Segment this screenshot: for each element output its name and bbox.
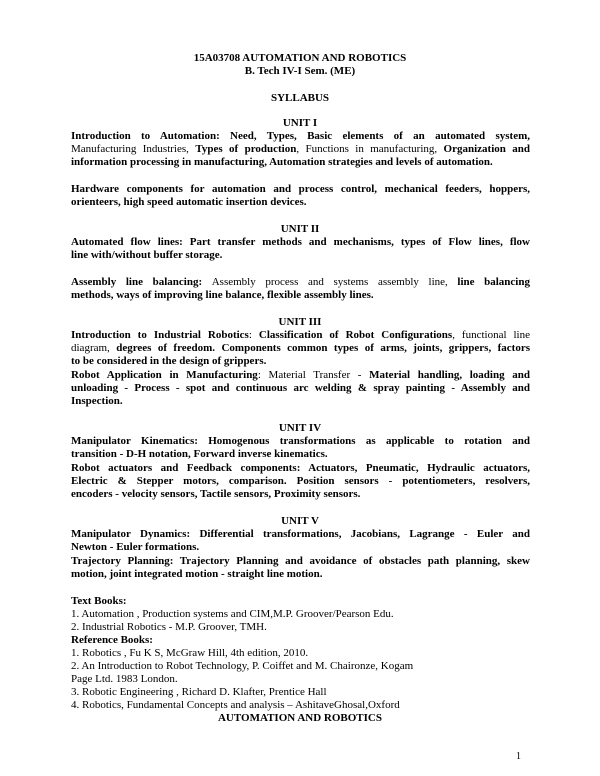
text-run: Manufacturing Industries, <box>71 143 196 155</box>
unit-2-para-1-line-2: line with/without buffer storage. <box>71 249 223 261</box>
syllabus-heading: SYLLABUS <box>270 92 330 104</box>
unit-2-para-2-line-1 <box>71 276 530 289</box>
unit-2-title: UNIT II <box>280 223 320 235</box>
reference-book-item: 3. Robotic Engineering , Richard D. Klafter, Prentice Hall <box>71 686 327 698</box>
text-run-bold: Types of production <box>195 143 297 155</box>
text-run-bold: Classification of Robot Configurations <box>258 329 453 341</box>
text-run: Assembly process and systems assembly line, <box>211 276 458 288</box>
unit-5-title: UNIT V <box>281 515 319 527</box>
unit-3-para-1-line-3: to be considered in the design of grippers. <box>71 355 267 367</box>
text-run-bold: Introduction to Industrial Robotics <box>71 329 249 341</box>
unit-3-para-1-line-1 <box>71 329 530 342</box>
text-run-bold: Robot Application in Manufacturing <box>71 369 258 381</box>
reference-book-item: 1. Robotics , Fu K S, McGraw Hill, 4th edition, 2010. <box>71 647 309 659</box>
text-run: , Functions in manufacturing, <box>296 143 444 155</box>
footer-course-title: AUTOMATION AND ROBOTICS <box>217 712 382 724</box>
text-run: : <box>248 329 259 341</box>
reference-books-heading: Reference Books: <box>71 634 153 646</box>
text-run-bold: degrees of freedom. Components common types of arms, joints, grippers, factors <box>116 342 530 354</box>
unit-4-para-2-line-1: Robot actuators and Feedback components: Actuators, Pneumatic, Hydraulic actuators, <box>71 462 530 474</box>
text-run-bold: Assembly line balancing: <box>71 276 212 288</box>
unit-1-para-1-line-2 <box>71 143 530 156</box>
unit-5-para-2-line-1: Trajectory Planning: Trajectory Planning and avoidance of obstacles path planning, skew <box>71 555 530 567</box>
text-run-bold: Organization and <box>443 143 531 155</box>
unit-3-para-2-line-3: Inspection. <box>71 395 123 407</box>
unit-5-para-1-line-1: Manipulator Dynamics: Differential transformations, Jacobians, Lagrange - Euler and <box>71 528 530 540</box>
unit-5-para-2-line-2: motion, joint integrated motion - straight line motion. <box>71 568 323 580</box>
unit-4-para-1-line-1: Manipulator Kinematics: Homogenous transformations as applicable to rotation and <box>71 435 530 447</box>
unit-4-para-2-line-2: Electric & Stepper motors, comparison. Position sensors - potentiometers, resolvers, <box>71 475 530 487</box>
page-number: 1 <box>516 751 521 762</box>
text-run: : Material Transfer - <box>257 369 370 381</box>
unit-4-para-2-line-3: encoders - velocity sensors, Tactile sensors, Proximity sensors. <box>71 488 361 500</box>
unit-3-para-2-line-1 <box>71 369 530 382</box>
text-run: , functional line <box>452 329 530 341</box>
reference-book-item-continued: Page Ltd. 1983 London. <box>71 673 178 685</box>
unit-3-title: UNIT III <box>278 316 322 328</box>
unit-1-para-2-line-1: Hardware components for automation and process control, mechanical feeders, hoppers, <box>71 183 530 195</box>
text-book-item: 2. Industrial Robotics - M.P. Groover, TMH. <box>71 621 267 633</box>
course-code-title: 15A03708 AUTOMATION AND ROBOTICS <box>193 52 407 64</box>
unit-1-title: UNIT I <box>282 117 318 129</box>
unit-1-para-2-line-2: orienteers, high speed automatic insertion devices. <box>71 196 307 208</box>
text-run-bold: line balancing <box>457 276 530 288</box>
text-books-heading: Text Books: <box>71 595 127 607</box>
program-semester: B. Tech IV-I Sem. (ME) <box>244 65 356 77</box>
text-book-item: 1. Automation , Production systems and CIM,M.P. Groover/Pearson Edu. <box>71 608 394 620</box>
unit-3-para-2-line-2: unloading - Process - spot and continuous arc welding & spray painting - Assembly and <box>71 382 530 394</box>
unit-1-para-1-line-1: Introduction to Automation: Need, Types, Basic elements of an automated system, <box>71 130 530 142</box>
text-run-bold: Material handling, loading and <box>369 369 530 381</box>
unit-2-para-1-line-1: Automated flow lines: Part transfer methods and mechanisms, types of Flow lines, flow <box>71 236 530 248</box>
unit-5-para-1-line-2: Newton - Euler formations. <box>71 541 200 553</box>
reference-book-item: 4. Robotics, Fundamental Concepts and analysis – AshitaveGhosal,Oxford <box>71 699 400 711</box>
unit-4-title: UNIT IV <box>278 422 322 434</box>
unit-2-para-2-line-2: methods, ways of improving line balance, flexible assembly lines. <box>71 289 374 301</box>
unit-4-para-1-line-2: transition - D-H notation, Forward inverse kinematics. <box>71 448 328 460</box>
unit-1-para-1-line-3: information processing in manufacturing, Automation strategies and levels of automation. <box>71 156 493 168</box>
text-run: diagram, <box>71 342 117 354</box>
reference-book-item: 2. An Introduction to Robot Technology, P. Coiffet and M. Chaironze, Kogam <box>71 660 414 672</box>
unit-3-para-1-line-2 <box>71 342 530 355</box>
